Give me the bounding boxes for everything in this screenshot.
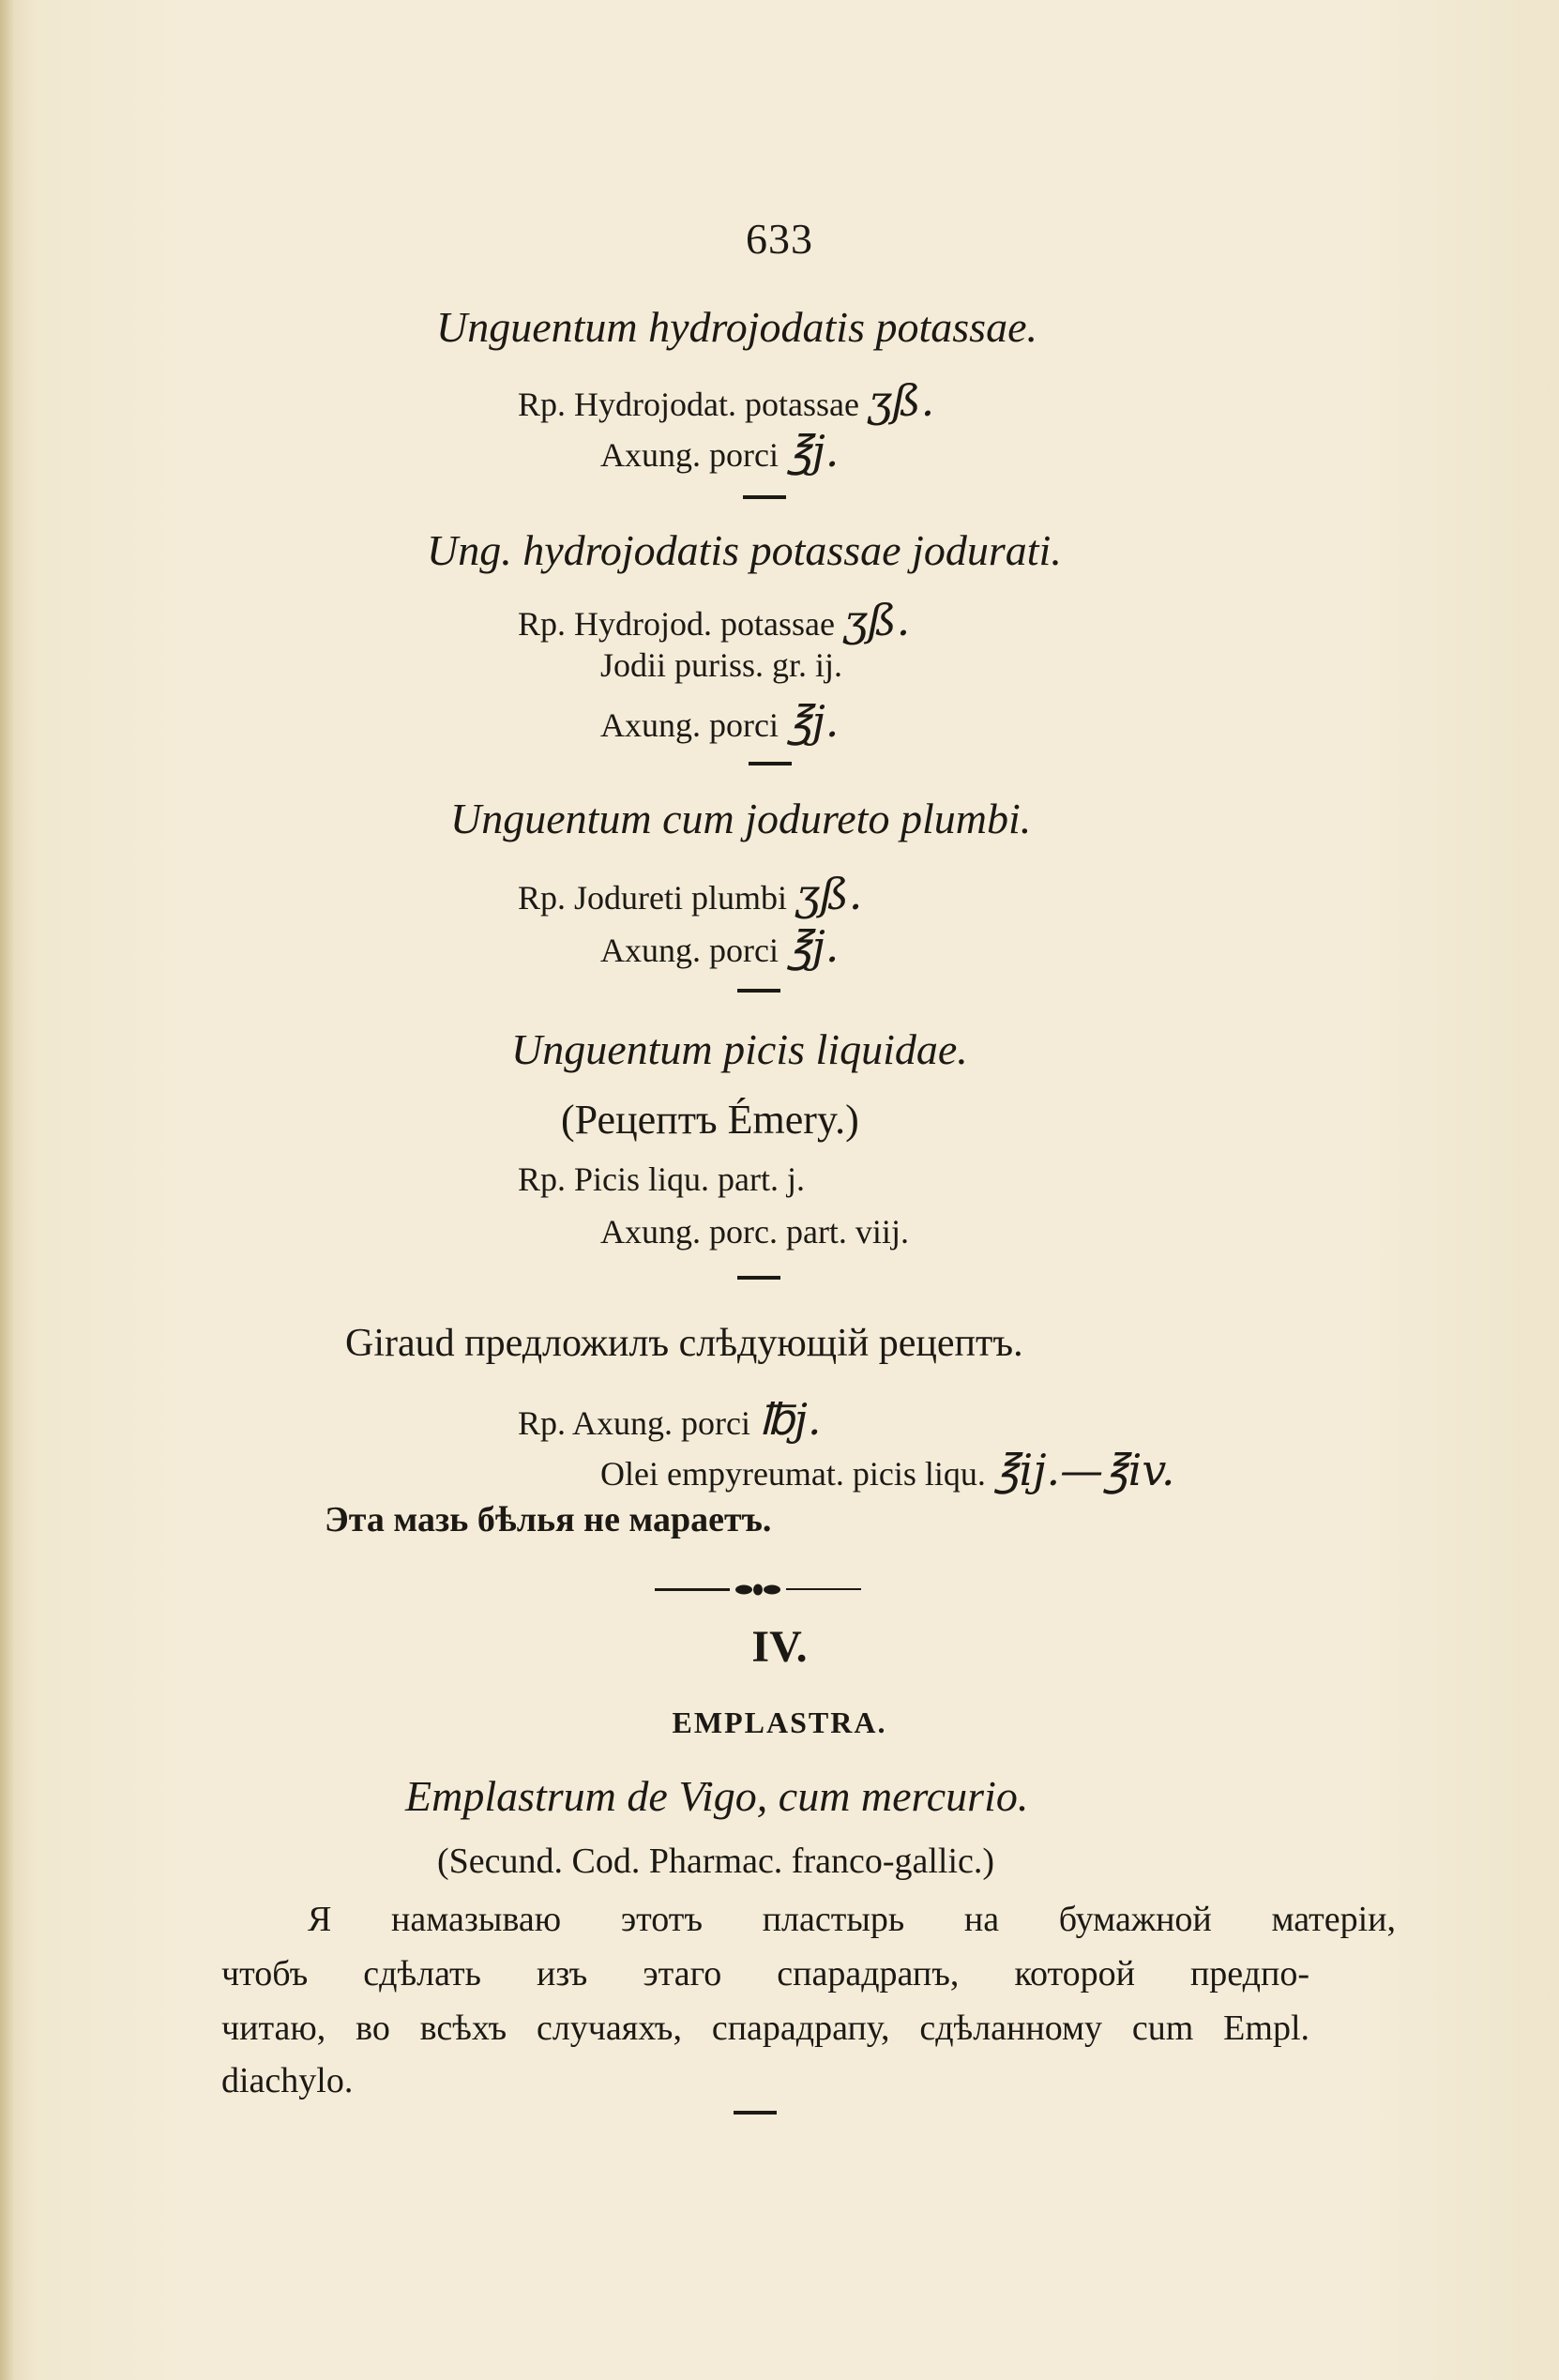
recipe-title: Ung. hydrojodatis potassae jodurati.: [427, 526, 1062, 574]
rx-prefix: Rp.: [518, 1160, 567, 1198]
ounce-symbol: ℥j.: [786, 426, 840, 477]
ounce-range-symbol: ℥ij.—℥iv.: [993, 1445, 1175, 1495]
recipe-line: [600, 696, 839, 747]
ingredient: Axung. porci: [572, 1404, 750, 1442]
recipe-line: [600, 645, 842, 685]
recipe-title: Unguentum cum jodureto plumbi.: [450, 795, 1032, 842]
recipe-line: [600, 426, 839, 477]
source-note: (Secund. Cod. Pharmac. franco-gallic.): [437, 1842, 995, 1881]
recipe-line: [600, 1445, 1175, 1495]
recipe-title: Emplastrum de Vigo, cum mercurio.: [405, 1772, 1029, 1820]
pound-symbol: ℔j.: [759, 1394, 822, 1445]
dram-symbol: ʒß.: [867, 375, 935, 426]
recipe-subtitle: (Рецептъ Émery.): [561, 1097, 859, 1143]
paragraph-line: чтобъ сдѣлать изъ этаго спарадрапъ, которой предпо-: [221, 1954, 1309, 1993]
paragraph-line: diachylo.: [221, 2061, 354, 2100]
ounce-symbol: ℥j.: [786, 921, 840, 972]
ingredient: Olei empyreumat. picis liqu.: [600, 1455, 986, 1493]
rx-prefix: Rp.: [518, 879, 567, 917]
paragraph-line: Я намазываю этотъ пластырь на бумажной матеріи,: [308, 1900, 1396, 1939]
page-number: 633: [746, 215, 813, 263]
dram-symbol: ʒß.: [795, 869, 863, 919]
ingredient: Axung. porci: [600, 436, 779, 474]
ingredient: Hydrojod. potassae: [574, 605, 835, 643]
ingredient: Hydrojodat. potassae: [574, 386, 859, 423]
ingredient: Axung. porc. part. viij.: [600, 1213, 909, 1251]
ingredient: Axung. porci: [600, 932, 779, 969]
page-edge: [0, 0, 13, 2380]
section-number: IV.: [751, 1622, 808, 1672]
recipe-line: [600, 921, 839, 972]
rx-prefix: Rp.: [518, 605, 567, 643]
recipe-line: [518, 595, 910, 645]
ingredient: Jodureti plumbi: [574, 879, 788, 917]
note-text: Эта мазь бѣлья не мараетъ.: [325, 1500, 772, 1539]
separator-dash: [737, 989, 780, 993]
separator-dash: [734, 2111, 777, 2115]
ingredient: Jodii puriss. gr. ij.: [600, 646, 843, 684]
dram-symbol: ʒß.: [842, 595, 911, 645]
recipe-line: [518, 1394, 822, 1445]
section-heading: EMPLASTRA.: [672, 1705, 887, 1739]
recipe-line: [518, 375, 934, 426]
recipe-title: Unguentum hydrojodatis potassae.: [436, 303, 1037, 351]
separator-dash: [743, 495, 786, 499]
giraud-intro: Giraud предложилъ слѣдующій рецептъ.: [345, 1322, 1023, 1365]
paragraph-line: читаю, во всѣхъ случаяхъ, спарадрапу, сдѣланному cum Empl.: [221, 2009, 1309, 2048]
recipe-title: Unguentum picis liquidae.: [511, 1025, 968, 1073]
separator-dash: [749, 762, 792, 766]
recipe-line: [600, 1212, 909, 1251]
ornament-divider: [655, 1582, 861, 1597]
recipe-line: [518, 1160, 805, 1199]
recipe-line: [518, 869, 862, 919]
ingredient: Picis liqu. part. j.: [574, 1160, 806, 1198]
ingredient: Axung. porci: [600, 706, 779, 744]
ounce-symbol: ℥j.: [786, 696, 840, 747]
rx-prefix: Rp.: [518, 1404, 567, 1442]
separator-dash: [737, 1276, 780, 1280]
rx-prefix: Rp.: [518, 386, 567, 423]
